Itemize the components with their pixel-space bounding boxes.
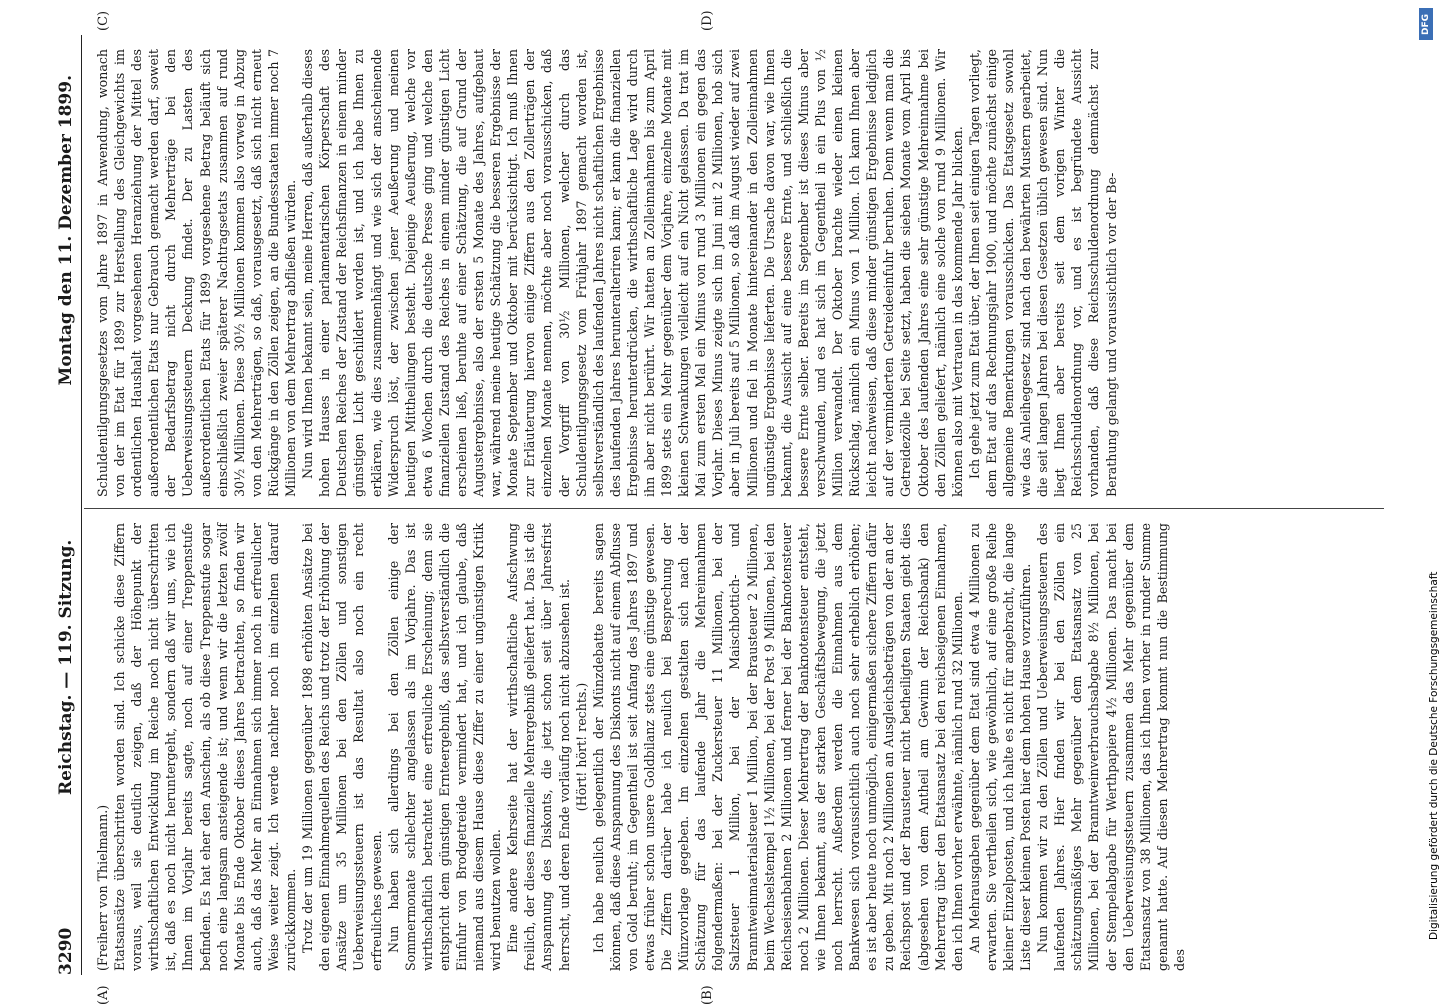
column-divider [84,508,1384,509]
digitization-note [1406,40,1440,960]
session-date: Montag den 11. Dezember 1899. [56,75,76,386]
paragraph: An Mehrausgaben gegenüber dem Etat sind etwa 4 Millionen zu erwarten. Sie vertheilen sich, wie gewöhnlich, auf eine große Reihe kleiner Einzelposten, und ich halte es nicht für angebracht, die lange Liste dieser kleinen Posten hier dem hohen Hause vorzuführen. [966,523,1034,971]
dfg-logo-text: DFG [1421,13,1431,35]
paragraph: Eine andere Kehrseite hat der wirthschaftliche Aufschwung freilich, der dieses finanzielle Mehrergebniß geliefert hat. Das ist die Anspannung des Diskonts, die jetzt schon seit über Jahresfrist herrscht, und deren Ende vorläufig noch nicht abzusehen ist. [505,523,572,971]
marker-b: (B) [700,985,715,1005]
left-column [94,523,1384,971]
interjection: (Hört! hört! rechts.) [573,682,589,812]
speaker-label: (Freiherr von Thielmann.) [95,804,110,971]
page-title: Reichstag. — 119. Sitzung. [56,539,76,795]
marker-c: (C) [96,10,111,31]
dfg-logo [1419,8,1433,40]
right-column [94,49,1384,497]
paragraph: Ich habe neulich gelegentlich der Münzdebatte bereits sagen können, daß diese Anspannung des Diskonts nicht auf einem Abflusse von Gold beruht; im Gegentheil ist seit Anfang des Jahres 1897 und etwas früher schon unsere Goldbilanz stets eine günstige gewesen. Die Ziffern darüber habe ich neulich bei Besprechung der Münzvorlage gegeben. Im einzelnen gestalten sich nach der Schätzung für das laufende Jahr die Mehreinnahmen folgendermaßen: bei der Zuckersteuer 11 Millionen, bei der Salzsteuer 1 Million, bei der Maischbottich- und Branntweinmaterialsteuer 1 Million, bei der Brausteuer 2 Millionen, beim Wechselstempel 1½ Millionen, bei der Post 9 Millionen, bei den Reichseisenbahnen 2 Millionen und ferner bei der Banknotensteuer noch 2 Millionen. Dieser Mehrertrag der Banknotensteuer entsteht, wie Ihnen bekannt, aus der starken Geschäftsbewegung, die jetzt noch herrscht. Außerdem werden die Einnahmen aus dem Bankwesen sich voraussichtlich auch noch sehr erheblich erhöhen; es ist aber heute noch unmöglich, einigermaßen sichere Ziffern dafür zu geben. Mit noch 2 Millionen an Ausgleichsbeträgen von der an der Reichspost und der Brausteuer nicht betheiligten Staaten giebt dies (abgesehen von dem Antheil am Gewinn der Reichsbank) den Mehrertrag über den Etatsansatz bei den reichseigenen Einnahmen, den ich Ihnen vorher erwähnte, nämlich rund 32 Millionen. [590,523,965,971]
page-header [56,35,78,975]
paragraph: Etatsansätze überschritten worden sind. Ich schicke diese Ziffern voraus, weil sie deutlich zeigen, daß der Höhepunkt der wirthschaftlichen Entwicklung im Reiche noch nicht überschritten ist, daß es noch nicht heruntergeht, sondern daß wir uns, wie ich Ihnen im Vorjahr bereits sagte, noch auf einer Treppenstufe befinden. Es hat eher den Anschein, als ob diese Treppenstufe sogar noch eine langsam ansteigende ist; und wenn wir die letzten zwölf Monate bis Ende Oktober dieses Jahres betrachten, so finden wir auch, daß das Mehr an Einnahmen sich immer noch in erfreulicher Weise weiter zeigt. Ich werde nachher noch im einzelnen darauf zurückkommen. [112,523,299,971]
paragraph: Nun kommen wir zu den Zöllen und Ueberweisungssteuern des laufenden Jahres. Hier finden wir bei den Zöllen ein schätzungsmäßiges Mehr gegenüber dem Etatsansatz von 25 Millionen, bei der Branntweinverbrauchsabgabe 8½ Millionen, bei der Stempelabgabe für Werthpapiere 4½ Millionen. Das macht bei den Ueberweisungssteuern zusammen das Mehr gegenüber dem Etatsansatz von 38 Millionen, das ich Ihnen vorher in runder Summe genannt hatte. Auf diesen Mehrertrag kommt nun die Bestimmung des [1035,523,1187,971]
paragraph: Nun haben sich allerdings bei den Zöllen einige der Sommermonate schlechter angelassen als im Vorjahre. Das ist wirthschaftlich betrachtet eine erfreuliche Erscheinung; denn sie entspricht dem günstigen Ernteergebniß, das selbstverständlich die Einfuhr von Brodgetreide vermindert hat, und ich glaube, daß niemand aus diesem Hause diese Ziffer zu einer ungünstigen Kritik wird benutzen wollen. [385,523,504,971]
paragraph: Ich gehe jetzt zum Etat über, der Ihnen seit einigen Tagen vorliegt, dem Etat auf das Rechnungsjahr 1900, und möchte zunächst einige allgemeine Bemerkungen vorausschicken. Das Etatsgesetz sowohl wie das Anleihegesetz sind nach den bewährten Mustern gearbeitet, die seit langen Jahren bei diesen Gesetzen üblich gewesen sind. Nun liegt Ihnen aber bereits seit dem vorigen Winter die Reichsschuldenordnung vor, und es ist begründete Aussicht vorhanden, daß diese Reichsschuldenordnung demnächst zur Berathung gelangt und voraussichtlich vor der Be- [966,49,1119,497]
paragraph: Schuldentilgungsgesetzes vom Jahre 1897 in Anwendung, wonach von der im Etat für 1899 zur Herstellung des Gleichgewichts im ordentlichen Haushalt vorgesehenen Heranziehung der Mittel des außerordentlichen Etats nur Gebrauch gemacht werden darf, soweit der Bedarfsbetrag nicht durch Mehrerträge bei den Ueberweisungssteuern Deckung findet. Der zu Lasten des außerordentlichen Etats für 1899 vorgesehene Betrag beläuft sich einschließlich zweier späterer Nachtragsetats zusammen auf rund 30½ Millionen. Diese 30½ Millionen kommen also vorweg in Abzug von den Mehrerträgen, so daß, vorausgesetzt, daß sich nicht erneut Rückgänge in den Zöllen zeigen, an die Bundesstaaten immer noch 7 Millionen von dem Mehrertrag abfließen würden. [95,49,299,497]
header-rule [81,35,82,975]
paragraph: Nun wird Ihnen bekannt sein, meine Herren, daß außerhalb dieses hohen Hauses in einer parlamentarischen Körperschaft des Deutschen Reiches der Zustand der Reichsfinanzen in einem minder günstigen Licht geschildert worden ist, und ich habe Ihnen zu erklären, wie dies zusammenhängt und wie sich der anscheinende Widerspruch löst, der zwischen jener Aeußerung und meinen heutigen Mittheilungen besteht. Diejenige Aeußerung, welche vor etwa 6 Wochen durch die deutsche Presse ging und welche den finanziellen Zustand des Reiches in einem minder günstigen Licht erscheinen ließ, beruhte auf einer Schätzung, die auf Grund der Augustergebnisse, also der ersten 5 Monate des Jahres, aufgebaut war, während meine heutige Schätzung die besseren Ergebnisse der Monate September und Oktober mit berücksichtigt. Ich muß Ihnen zur Erläuterung hiervon einige Ziffern aus den Zollerträgen der einzelnen Monate nennen, möchte aber noch vorausschicken, daß der Vorgriff von 30½ Millionen, welcher durch das Schuldentilgungsgesetz vom Frühjahr 1897 gemacht worden ist, selbstverständlich des laufenden Jahres nicht schaftlichen Ergebnisse des laufenden Jahres herunteralteriren kann; er kann die finanziellen Ergebnisse herunterdrücken, die wirthschaftliche Lage wird durch ihn aber nicht berührt. Wir hatten an Zolleinnahmen bis zum April 1899 stets ein Mehr gegenüber dem Vorjahre, einzelne Monate mit kleinen Schwankungen vielleicht auf ein Nicht gelassen. Da trat im Mai zum ersten Mal ein Minus von rund 3 Millionen ein gegen das Vorjahr. Dieses Minus zeigte sich im Juni mit 2 Millionen, hob sich aber in Juli bereits auf 5 Millionen, so daß im August wieder auf zwei Millionen und fiel in Monate hintereinander in den Zolleinnahmen ungünstige Ergebnisse lieferten. Die Ursache davon war, wie Ihnen bekannt, die Aussicht auf eine bessere Ernte, und schließlich die bessere Ernte selber. Bereits im September ist dieses Minus aber verschwunden, und es hat sich im Gegentheil in ein Plus von ½ Million verwandelt. Der Oktober brachte wieder einen kleinen Rückschlag, nämlich ein Minus von 1 Million. Ich kann Ihnen aber leicht nachweisen, daß diese minder günstigen Ergebnisse lediglich auf der verminderten Getreideeinfuhr beruhen. Denn wenn man die Getreidezölle bei Seite setzt, haben die sieben Monate vom April bis Oktober des laufenden Jahres eine sehr günstige Mehreinnahme bei den Zöllen geliefert, nämlich eine solche von rund 9 Millionen. Wir können also mit Vertrauen in das kommende Jahr blicken. [300,49,965,497]
marker-d: (D) [700,10,715,31]
page-number: 3290 [56,927,76,975]
digitization-note-text: Digitalisierung gefördert durch die Deutsche Forschungsgemeinschaft [1428,571,1440,940]
document-page [50,10,1390,1005]
paragraph: Trotz der um 19 Millionen gegenüber 1898 erhöhten Ansätze bei den eigenen Einnahmequellen des Reichs und trotz der Erhöhung der Ansätze um 35 Millionen bei den Zöllen und sonstigen Ueberweisungssteuern ist das Resultat also noch ein recht erfreuliches gewesen. [300,523,384,971]
marker-a: (A) [96,985,111,1005]
